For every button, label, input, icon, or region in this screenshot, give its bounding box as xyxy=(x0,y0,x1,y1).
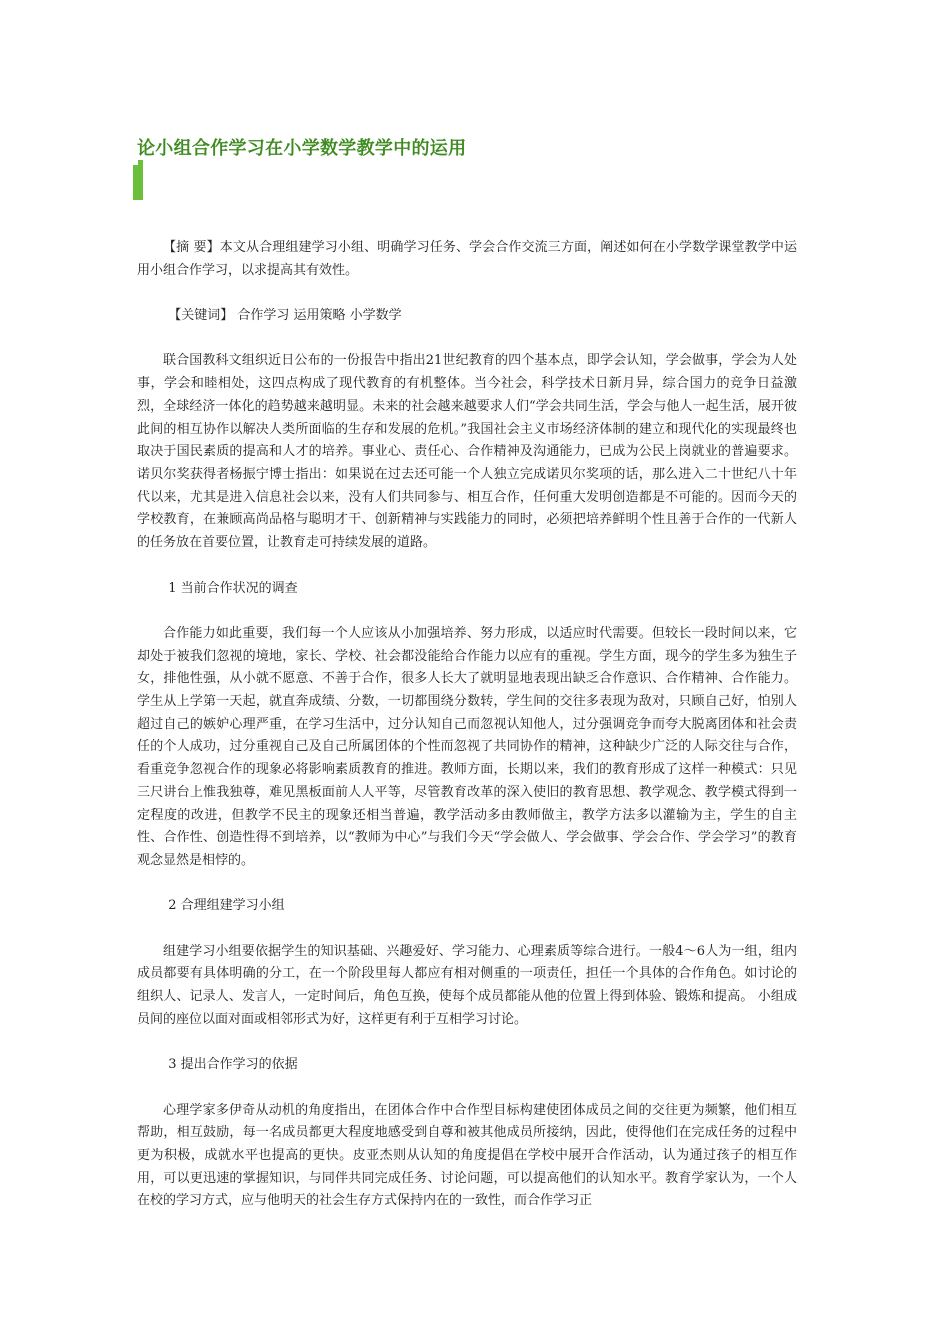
section-1-paragraph: 合作能力如此重要，我们每一个人应该从小加强培养、努力形成，以适应时代需要。但较长一段时间以来，它却处于被我们忽视的境地，家长、学校、社会都没能给合作能力以应有的重视。学生方面，现今的学生多为独生子女，排他性强，从小就不愿意、不善于合作，很多人长大了就明显地表现出缺乏合作意识、合作精神、合作能力。学生从上学第一天起，就直奔成绩、分数，一切都围绕分数转，学生间的交往多表现为敌对，只顾自己好，怕别人超过自己的嫉妒心理严重，在学习生活中，过分认知自己而忽视认知他人，过分强调竞争而夸大脱离团体和社会责任的个人成功，过分重视自己及自己所属团体的个性而忽视了共同协作的精神，这种缺少广泛的人际交往与合作，看重竞争忽视合作的现象必将影响素质教育的推进。教师方面，长期以来，我们的教育形成了这样一种模式：只见三尺讲台上惟我独尊，难见黑板面前人人平等，尽管教育改革的深入使旧的教育思想、教学观念、教学模式得到一定程度的改进，但教学不民主的现象还相当普遍，教学活动多由教师做主，教学方法多以灌输为主，学生的自主性、合作性、创造性得不到培养，以“教师为中心”与我们今天“学会做人、学会做事、学会合作、学会学习”的教育观念显然是相悖的。 xyxy=(137,625,797,868)
page-title: 论小组合作学习在小学数学教学中的运用 xyxy=(137,138,467,159)
section-heading-3: 3 提出合作学习的依据 xyxy=(168,1057,298,1073)
keywords-paragraph: 【关键词】 合作学习 运用策略 小学数学 xyxy=(168,308,402,324)
accent-bar-fill xyxy=(133,160,143,200)
abstract-paragraph: 【摘 要】本文从合理组建学习小组、明确学习任务、学会合作交流三方面，阐述如何在小学数学课堂教学中运用小组合作学习，以求提高其有效性。 xyxy=(137,240,797,278)
section-heading-1: 1 当前合作状况的调查 xyxy=(168,580,298,596)
section-2-paragraph: 组建学习小组要依据学生的知识基础、兴趣爱好、学习能力、心理素质等综合进行。一般4～6人为一组，组内成员都要有具体明确的分工，在一个阶段里每人都应有相对侧重的一项责任，担任一个具体的合作角色。如讨论的组织人、记录人、发言人，一定时间后，角色互换，使每个成员都能从他的位置上得到体验、锻炼和提高。 小组成员间的座位以面对面或相邻形式为好，这样更有利于互相学习讨论。 xyxy=(137,943,797,1027)
section-3-paragraph: 心理学家多伊奇从动机的角度指出，在团体合作中合作型目标构建使团体成员之间的交往更为频繁，他们相互帮助，相互鼓励，每一名成员都更大程度地感受到自尊和被其他成员所接纳，因此，使得他们在完成任务的过程中更为积极，成就水平也提高的更快。皮亚杰则从认知的角度提倡在学校中展开合作活动，认为通过孩子的相互作用，可以更迅速的掌握知识，与同伴共同完成任务、讨论问题，可以提高他们的认知水平。教育学家认为，一个人在校的学习方式，应与他明天的社会生存方式保持内在的一致性，而合作学习正 xyxy=(137,1102,797,1209)
accent-bar-notch xyxy=(133,160,138,165)
article-body xyxy=(137,237,797,1236)
title-accent-bar xyxy=(133,160,143,200)
intro-paragraph: 联合国教科文组织近日公布的一份报告中指出21世纪教育的四个基本点，即学会认知，学会做事，学会为人处事，学会和睦相处，这四点构成了现代教育的有机整体。当今社会，科学技术日新月异，综合国力的竞争日益激烈，全球经济一体化的趋势越来越明显。未来的社会越来越要求人们“学会共同生活，学会与他人一起生活，展开彼此间的相互协作以解决人类所面临的生存和发展的危机。”我国社会主义市场经济体制的建立和现代化的实现最终也取决于国民素质的提高和人才的培养。事业心、责任心、合作精神及沟通能力，已成为公民上岗就业的普遍要求。诺贝尔奖获得者杨振宁博士指出：如果说在过去还可能一个人独立完成诺贝尔奖项的话，那么进入二十世纪八十年代以来，尤其是进入信息社会以来，没有人们共同参与、相互合作，任何重大发明创造都是不可能的。因而今天的学校教育，在兼顾高尚品格与聪明才干、创新精神与实践能力的同时，必须把培养鲜明个性且善于合作的一代新人的任务放在首要位置，让教育走可持续发展的道路。 xyxy=(137,353,797,551)
section-heading-2: 2 合理组建学习小组 xyxy=(168,898,285,914)
